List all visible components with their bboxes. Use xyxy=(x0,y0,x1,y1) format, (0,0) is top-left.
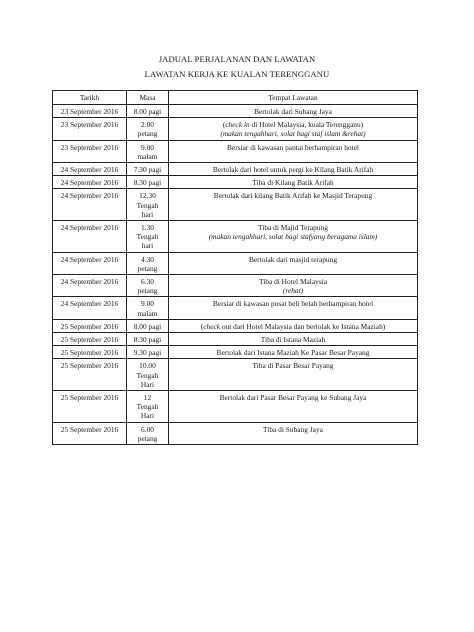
table-row xyxy=(53,189,418,221)
place-line: Bertolak dari masjid terapung xyxy=(248,254,338,264)
time-line: 8.30 pagi xyxy=(133,335,162,345)
place-line: (check out dari Hotel Malaysia dan bertolak ke Istana Maziah) xyxy=(200,321,386,331)
place-line: Tiba di Subang Jaya xyxy=(263,424,323,434)
place-line: Bersiar di kawasan pusat beli belah berhampiran hotel xyxy=(212,299,374,309)
place-cell xyxy=(169,359,418,391)
time-cell xyxy=(127,140,169,162)
time-cell xyxy=(127,252,169,274)
date-cell: 24 September 2016 xyxy=(53,252,127,274)
place-line: (makan tengahhari, solat bagi staf islam &rehat) xyxy=(220,129,366,139)
place-line: Tiba di Pasar Besar Payang xyxy=(252,361,334,371)
time-cell xyxy=(127,346,169,359)
time-line: petang xyxy=(137,433,158,443)
place-cell xyxy=(169,105,418,118)
time-line: 9.30 pagi xyxy=(133,348,162,358)
place-cell xyxy=(169,221,418,253)
time-cell xyxy=(127,118,169,140)
table-row xyxy=(53,275,418,297)
table-row xyxy=(53,176,418,189)
table-body xyxy=(53,105,418,445)
time-cell xyxy=(127,297,169,319)
place-line: Tiba di Kilang Batik Arifah xyxy=(252,178,334,188)
time-cell xyxy=(127,221,169,253)
place-cell xyxy=(169,422,418,444)
place-line: Tiba di Hotel Malaysia xyxy=(258,277,328,287)
time-cell xyxy=(127,422,169,444)
date-cell: 25 September 2016 xyxy=(53,422,127,444)
time-cell xyxy=(127,176,169,189)
place-line: Bersiar di kawasan pantai berhampiran hotel xyxy=(227,142,359,152)
time-cell xyxy=(127,189,169,221)
place-line: Bertolak dari Istana Maziah Ke Pasar Besar Payang xyxy=(216,348,370,358)
table-row xyxy=(53,252,418,274)
time-line: 12 xyxy=(143,393,152,403)
place-cell xyxy=(169,140,418,162)
header-masa: Masa xyxy=(127,91,169,105)
table-row xyxy=(53,333,418,346)
document-title: JADUAL PERJALANAN DAN LAWATAN xyxy=(158,54,316,64)
time-line: Tengah xyxy=(136,232,159,242)
table-row xyxy=(53,297,418,319)
table-row xyxy=(53,105,418,118)
place-cell xyxy=(169,319,418,332)
time-line: 7.30 pagi xyxy=(133,165,162,175)
table-row xyxy=(53,118,418,140)
time-line: petang xyxy=(137,286,158,296)
date-cell: 24 September 2016 xyxy=(53,221,127,253)
place-line: Bertolak dari kilang Batik Arifah ke Masjid Terapung xyxy=(213,191,373,201)
header-tempat-lawatan: Tempat Lawatan xyxy=(169,91,418,105)
time-line: petang xyxy=(137,129,158,139)
place-cell xyxy=(169,346,418,359)
place-italic-term: check in xyxy=(225,120,250,130)
itinerary-table xyxy=(52,90,418,445)
time-cell xyxy=(127,359,169,391)
place-line: (rehat) xyxy=(282,286,304,296)
time-line: hari xyxy=(141,209,154,219)
place-cell xyxy=(169,391,418,423)
date-cell: 25 September 2016 xyxy=(53,359,127,391)
place-italic-term: check out xyxy=(203,321,232,331)
time-line: Hari xyxy=(140,379,155,389)
date-cell: 24 September 2016 xyxy=(53,176,127,189)
place-line: Tiba di Majid Terapung xyxy=(258,223,328,233)
time-line: 8.00 pagi xyxy=(133,107,162,116)
time-line: Hari xyxy=(140,411,155,421)
time-line: 2.00 xyxy=(141,120,154,130)
date-cell: 23 September 2016 xyxy=(53,105,127,118)
time-line: Tengah xyxy=(136,200,159,210)
time-line: Tengah xyxy=(136,402,159,412)
table-row xyxy=(53,319,418,332)
date-cell: 25 September 2016 xyxy=(53,333,127,346)
place-line: Bertolak dari Pasar Besar Payang ke Subang Jaya xyxy=(219,393,367,403)
time-line: malam xyxy=(137,151,158,161)
table-row xyxy=(53,163,418,176)
table-row xyxy=(53,359,418,391)
place-cell xyxy=(169,176,418,189)
date-cell: 23 September 2016 xyxy=(53,118,127,140)
time-cell xyxy=(127,319,169,332)
place-line: (makan tengahhari, solat bagi stafyang beragama islam) xyxy=(208,232,378,242)
date-cell: 25 September 2016 xyxy=(53,319,127,332)
table-row xyxy=(53,422,418,444)
date-cell: 24 September 2016 xyxy=(53,163,127,176)
place-line: Tiba di Istana Maziah xyxy=(260,335,326,345)
time-line: 4.30 xyxy=(141,254,154,264)
time-line: hari xyxy=(141,241,154,251)
time-cell xyxy=(127,333,169,346)
time-line: 10.00 xyxy=(139,361,156,371)
time-cell xyxy=(127,275,169,297)
date-cell: 23 September 2016 xyxy=(53,140,127,162)
document-subtitle: LAWATAN KERJA KE KUALAN TERENGGANU xyxy=(144,69,330,79)
date-cell: 24 September 2016 xyxy=(53,189,127,221)
time-line: 6.30 xyxy=(141,277,154,287)
place-cell xyxy=(169,252,418,274)
place-cell xyxy=(169,333,418,346)
table-row xyxy=(53,391,418,423)
table-header-row xyxy=(53,91,418,105)
time-line: 6.00 xyxy=(141,424,154,434)
date-cell: 25 September 2016 xyxy=(53,346,127,359)
time-cell xyxy=(127,163,169,176)
time-line: 8.00 pagi xyxy=(133,321,162,331)
date-cell: 25 September 2016 xyxy=(53,391,127,423)
place-line: Bertolak dari hotel untuk pergi ke Kilang Batik Arifah xyxy=(212,165,374,175)
place-cell xyxy=(169,118,418,140)
time-line: 1.30 xyxy=(141,223,154,233)
time-cell xyxy=(127,391,169,423)
header-tarikh: Tarikh xyxy=(53,91,127,105)
place-cell xyxy=(169,275,418,297)
time-line: 8.30 pagi xyxy=(133,178,162,188)
place-line: Bertolak dari Subang Jaya xyxy=(254,107,332,116)
time-line: 12.30 xyxy=(139,191,156,201)
table-row xyxy=(53,221,418,253)
time-cell xyxy=(127,105,169,118)
date-cell: 24 September 2016 xyxy=(53,275,127,297)
place-line: (check in di Hotel Malaysia, kuala Terengganu) xyxy=(222,120,364,130)
place-cell xyxy=(169,297,418,319)
table-row xyxy=(53,140,418,162)
time-line: petang xyxy=(137,263,158,273)
table-row xyxy=(53,346,418,359)
time-line: 9.00 xyxy=(141,142,154,152)
place-cell xyxy=(169,189,418,221)
time-line: Tengah xyxy=(136,370,159,380)
time-line: malam xyxy=(137,308,158,318)
place-cell xyxy=(169,163,418,176)
date-cell: 24 September 2016 xyxy=(53,297,127,319)
time-line: 9.00 xyxy=(141,299,154,309)
